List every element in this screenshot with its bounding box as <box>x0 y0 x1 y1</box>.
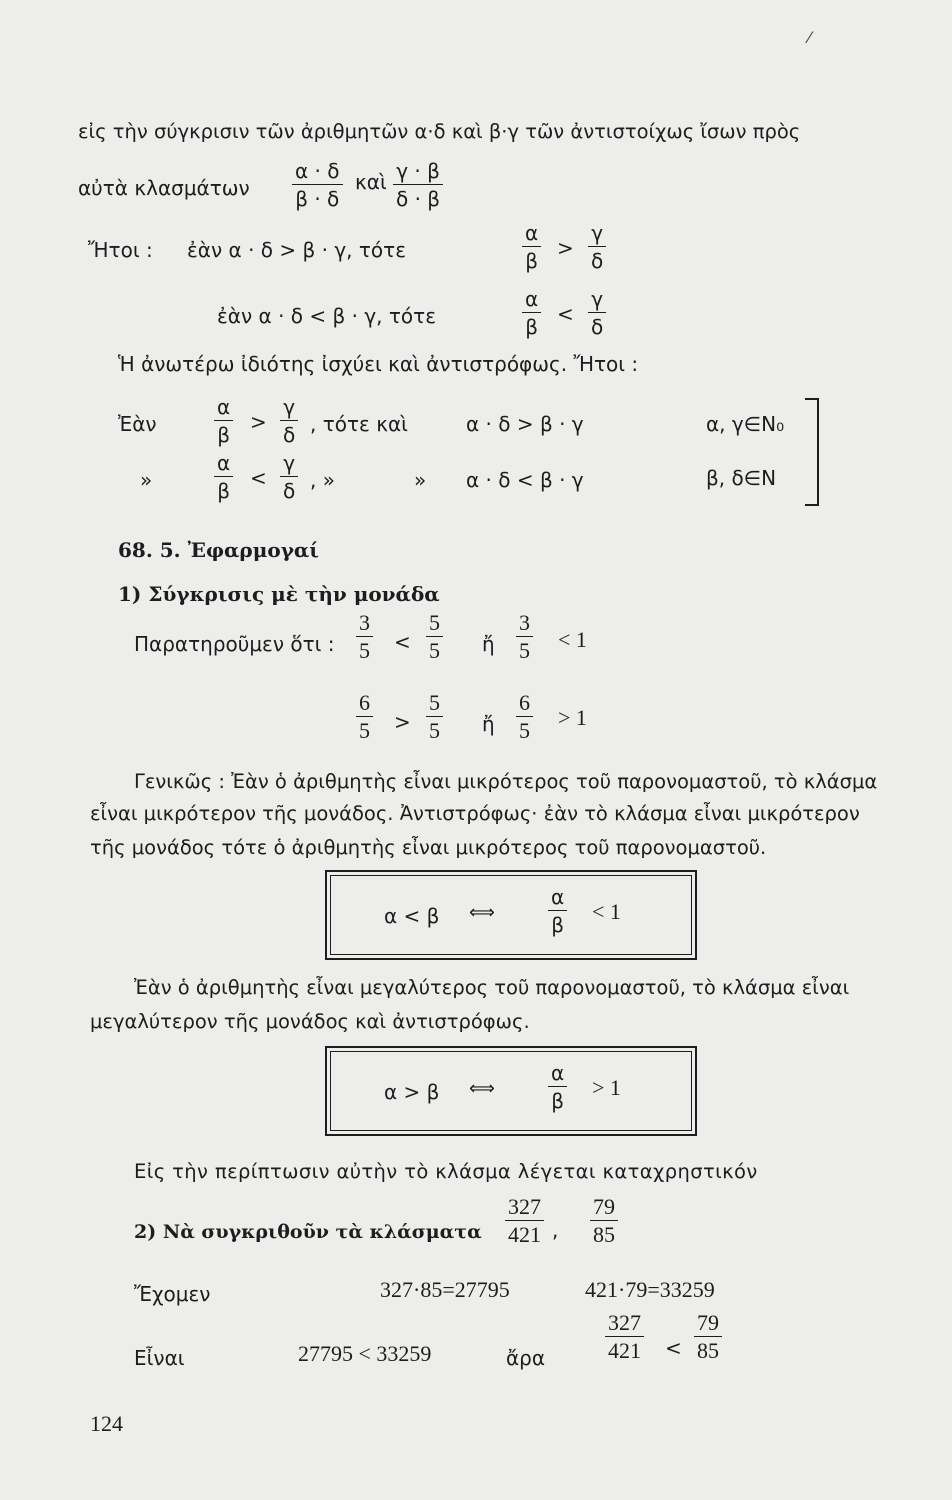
less-than-one: < 1 <box>558 627 587 652</box>
converse-line: Ἡ ἀνωτέρω ἰδιότης ἰσχύει καὶ ἀντιστρόφως. Ἤτοι : <box>118 352 639 376</box>
stray-mark: ⁄ <box>808 28 811 47</box>
fraction-327-421: 327 421 <box>505 1196 544 1246</box>
rule-box-greater <box>325 1046 697 1136</box>
greater-line-1: Ἐὰν ὁ ἀριθμητὴς εἶναι μεγαλύτερος τοῦ παρονομαστοῦ, τὸ κλάσμα εἶναι <box>134 976 850 999</box>
comparison: 27795 < 33259 <box>298 1341 432 1366</box>
ean-label: Ἐὰν <box>118 412 157 436</box>
fraction-3-5: 3 5 <box>356 612 373 662</box>
domain-1: α, γ∈N₀ <box>706 412 785 436</box>
right-brace <box>805 398 819 506</box>
page-number: 124 <box>90 1411 123 1436</box>
einai-label: Εἶναι <box>134 1346 185 1370</box>
box1-right: < 1 <box>592 899 621 924</box>
exomen-label: Ἔχομεν <box>134 1282 211 1306</box>
condition-greater: ἐὰν α · δ > β · γ, τότε <box>187 238 407 262</box>
lt-sign: < <box>557 302 574 326</box>
text-line-1: εἰς τὴν σύγκρισιν τῶν ἀριθμητῶν α·δ καὶ β·γ τῶν ἀντιστοίχως ἴσων πρὸς <box>78 120 801 143</box>
fraction-a-b: α β <box>522 288 541 338</box>
fraction-3-5: 3 5 <box>516 612 533 662</box>
general-line-2: εἶναι μικρότερον τῆς μονάδος. Ἀντιστρόφως· ἐὰν τὸ κλάσμα εἶναι μικρότερον <box>90 802 860 825</box>
fraction-79-85: 79 85 <box>694 1312 722 1362</box>
general-line-1: Γενικῶς : Ἐὰν ὁ ἀριθμητὴς εἶναι μικρότερος τοῦ παρονομαστοῦ, τὸ κλάσμα <box>134 770 878 793</box>
or-word: ἤ <box>482 712 495 736</box>
ditto-mark: » <box>414 468 427 492</box>
rule-box-less <box>325 870 697 960</box>
fraction-gb-db: γ · β δ · β <box>393 160 443 210</box>
double-arrow-icon: ⟺ <box>469 902 495 923</box>
general-line-3: τῆς μονάδος τότε ὁ ἀριθμητὴς εἶναι μικρότερος τοῦ παρονομαστοῦ. <box>90 836 767 859</box>
converse-condition-2: α · δ < β · γ <box>466 468 584 492</box>
ara-word: ἄρα <box>506 1346 546 1370</box>
fraction-ad-bd: α · δ β · δ <box>292 160 343 210</box>
subsection-2-heading: 2) Νὰ συγκριθοῦν τὰ κλάσματα <box>134 1221 482 1243</box>
tote-kai: , τότε καὶ <box>310 412 408 436</box>
fraction-a-b: α β <box>522 222 541 272</box>
gt-sign: > <box>250 410 267 434</box>
domain-2: β, δ∈N <box>706 466 777 490</box>
fraction-g-d: γ δ <box>588 222 606 272</box>
fraction-a-b: α β <box>548 1062 567 1112</box>
fraction-a-b: α β <box>214 452 233 502</box>
fraction-a-b: α β <box>214 396 233 446</box>
fraction-5-5: 5 5 <box>426 692 443 742</box>
gt-sign: > <box>394 710 411 734</box>
fraction-79-85: 79 85 <box>590 1196 618 1246</box>
lt-sign: < <box>250 466 267 490</box>
greater-line-2: μεγαλύτερον τῆς μονάδος καὶ ἀντιστρόφως. <box>90 1010 530 1033</box>
ditto-mark: , » <box>310 468 335 492</box>
fraction-a-b: α β <box>548 886 567 936</box>
lt-sign: < <box>394 630 411 654</box>
section-heading: 68. 5. Ἐφαρμογαί <box>118 538 319 562</box>
kai-word: καὶ <box>355 170 387 194</box>
product-2: 421·79=33259 <box>585 1277 715 1302</box>
gt-sign: > <box>557 236 574 260</box>
fraction-6-5: 6 5 <box>516 692 533 742</box>
comma: , <box>552 1218 559 1242</box>
fraction-6-5: 6 5 <box>356 692 373 742</box>
fraction-g-d: γ δ <box>280 396 298 446</box>
text-line-2: αὐτὰ κλασμάτων <box>78 176 250 200</box>
ditto-mark: » <box>140 468 153 492</box>
condition-less: ἐὰν α · δ < β · γ, τότε <box>217 304 437 328</box>
box1-left: α < β <box>384 904 440 928</box>
fraction-327-421: 327 421 <box>605 1312 644 1362</box>
subsection-1-heading: 1) Σύγκρισις μὲ τὴν μονάδα <box>118 582 440 606</box>
double-arrow-icon: ⟺ <box>469 1078 495 1099</box>
improper-fraction-line: Εἰς τὴν περίπτωσιν αὐτὴν τὸ κλάσμα λέγεται καταχρηστικόν <box>134 1160 758 1183</box>
or-word: ἤ <box>482 632 495 656</box>
greater-than-one: > 1 <box>558 705 587 730</box>
htoi-label: Ἤτοι : <box>88 238 153 262</box>
converse-condition-1: α · δ > β · γ <box>466 412 584 436</box>
fraction-5-5: 5 5 <box>426 612 443 662</box>
box2-right: > 1 <box>592 1075 621 1100</box>
observation-label: Παρατηροῦμεν ὅτι : <box>134 632 335 656</box>
fraction-g-d: γ δ <box>280 452 298 502</box>
fraction-g-d: γ δ <box>588 288 606 338</box>
lt-sign: < <box>665 1336 682 1360</box>
product-1: 327·85=27795 <box>380 1277 510 1302</box>
box2-left: α > β <box>384 1080 440 1104</box>
